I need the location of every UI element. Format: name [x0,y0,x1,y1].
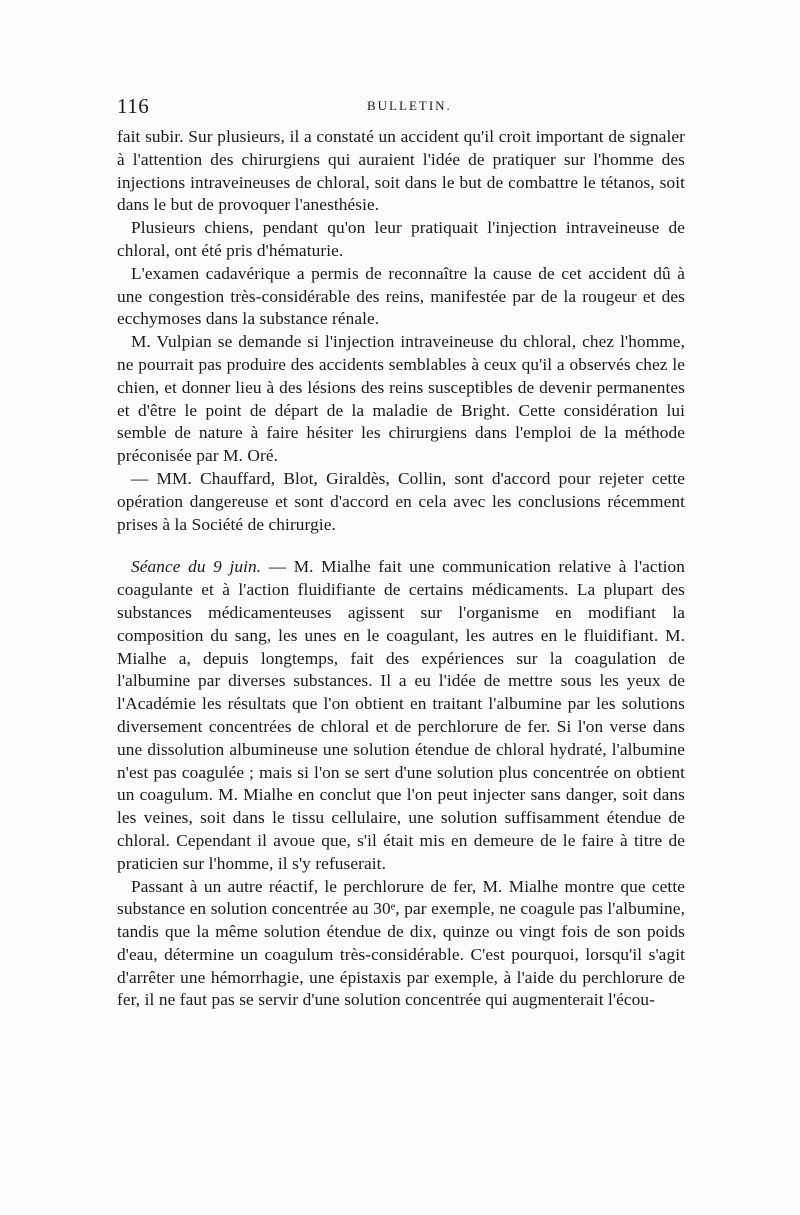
body-text [117,126,685,1012]
seance-date: Séance du 9 juin. [131,557,262,577]
running-head: BULLETIN. [367,98,452,113]
paragraph-cadaveric-exam: L'examen cadavérique a permis de reconnaître la cause de cet accident dû à une congestion très-considérable des reins, manifestée par de la rougeur et des ecchymoses dans la substance rénale. [117,263,685,329]
page-header [117,94,685,124]
paragraph-perchlorure: Passant à un autre réactif, le perchlorure de fer, M. Mialhe montre que cette substance en solution concentrée au 30ᵉ, par exemple, ne coagule pas l'albumine, tandis que la même solution étendue de dix, quinze ou vingt fois de son poids d'eau, détermine un coagulum très-considérable. C'est pourquoi, lorsqu'il s'agit d'arrêter une hémorrhagie, une épistaxis par exemple, à l'aide du perchlorure de fer, il ne faut pas se servir d'une solution concentrée qui augmenterait l'écou- [117,876,685,1010]
paragraph-vulpian: M. Vulpian se demande si l'injection intraveineuse du chloral, chez l'homme, ne pourrait pas produire des accidents semblables à ceux qu'il a observés chez le chien, et donner lieu à des lésions des reins susceptibles de devenir permanentes et d'être le point de départ de la maladie de Bright. Cette considération lui semble de nature à faire hésiter les chirurgiens dans l'emploi de la méthode préconisée par M. Oré. [117,332,685,466]
section-paragraph-text: — M. Mialhe fait une communication relative à l'action coagulante et à l'action fluidifiante de certains médicaments. La plupart des substances médicamenteuses agissent sur l'organisme en modifiant la composition du sang, les unes en le coagulant, les autres en le fluidifiant. M. Mialhe a, depuis longtemps, fait des expériences sur la coagulation de l'albumine par diverses substances. Il a eu l'idée de mettre sous les yeux de l'Académie les résultats que l'on obtient en traitant l'albumine par les solutions diversement concentrées de chloral et de perchlorure de fer. Si l'on verse dans une dissolution albumineuse une solution étendue de chloral hydraté, l'albumine n'est pas coagulée ; mais si l'on se sert d'une solution plus concentrée on obtient un coagulum. M. Mialhe en conclut que l'on peut injecter sans danger, soit dans les veines, soit dans le tissu cellulaire, une solution suffisamment étendue de chloral. Cependant il avoue que, s'il était mis en demeure de le faire à titre de praticien sur l'homme, il s'y refuserait. [117,557,685,873]
paragraph-hematuria: Plusieurs chiens, pendant qu'on leur pratiquait l'injection intraveineuse de chloral, ont été pris d'hématurie. [117,218,685,260]
page-number: 116 [117,94,150,118]
section-paragraph-mialhe [117,556,685,875]
paragraph-chauffard: — MM. Chauffard, Blot, Giraldès, Collin, sont d'accord pour rejeter cette opération dangereuse et sont d'accord en cela avec les conclusions récemment prises à la Société de chirurgie. [117,468,685,534]
paragraph-continuation: fait subir. Sur plusieurs, il a constaté un accident qu'il croit important de signaler à l'attention des chirurgiens qui auraient l'idée de pratiquer sur l'homme des injections intraveineuses de chloral, soit dans le but de combattre le tétanos, soit dans le but de provoquer l'anesthésie. [117,127,685,215]
